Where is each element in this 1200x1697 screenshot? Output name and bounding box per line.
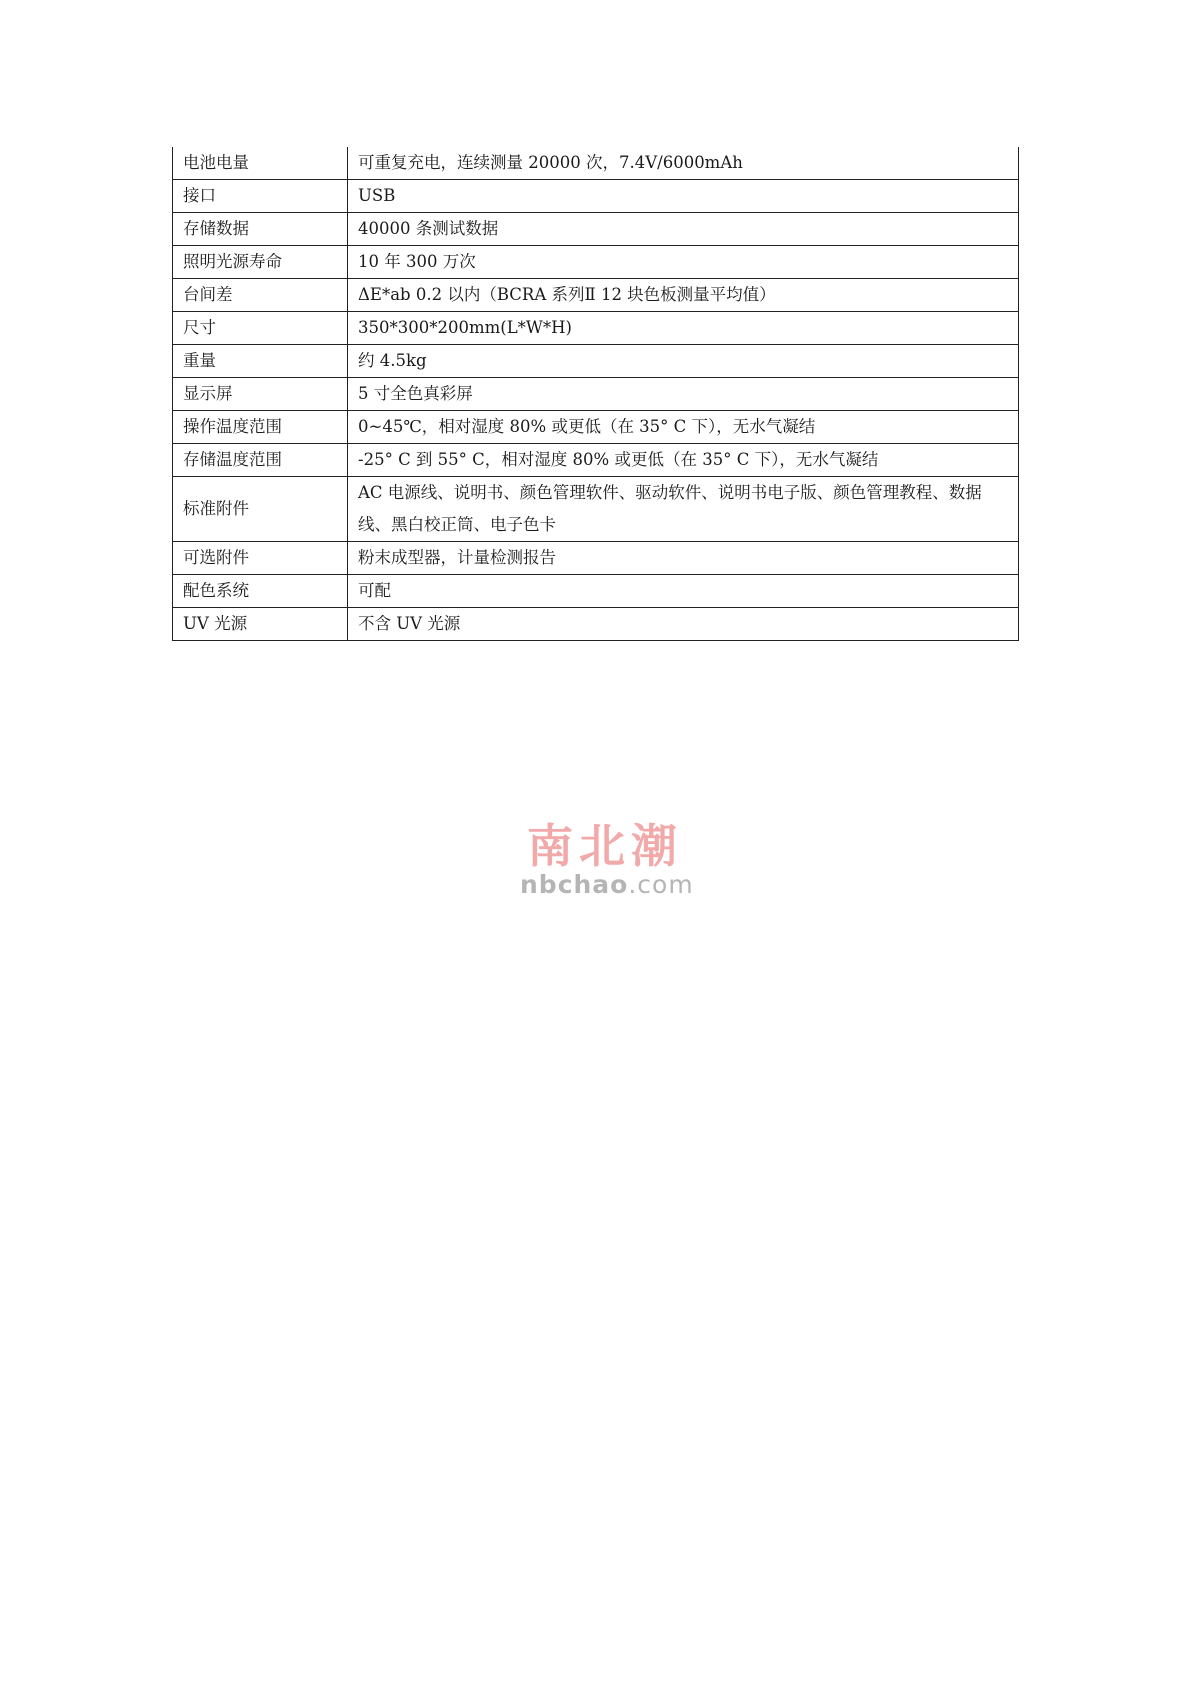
table-row [173, 444, 1019, 477]
table-row [173, 345, 1019, 378]
watermark-cn: 南北潮 [527, 819, 683, 873]
row-value: 可配 [348, 575, 1019, 608]
row-value: AC 电源线、说明书、颜色管理软件、驱动软件、说明书电子版、颜色管理教程、数据线、黑白校正筒、电子色卡 [348, 477, 1019, 542]
table-row [173, 213, 1019, 246]
row-value: 40000 条测试数据 [348, 213, 1019, 246]
spec-table [172, 147, 1019, 641]
row-value: 350*300*200mm(L*W*H) [348, 312, 1019, 345]
table-row [173, 477, 1019, 542]
row-key: 电池电量 [173, 147, 348, 180]
row-key: 台间差 [173, 279, 348, 312]
table-row [173, 312, 1019, 345]
row-value: 可重复充电，连续测量 20000 次，7.4V/6000mAh [348, 147, 1019, 180]
watermark-logo [520, 819, 694, 899]
table-row [173, 608, 1019, 641]
row-key: 可选附件 [173, 542, 348, 575]
row-value: USB [348, 180, 1019, 213]
row-value: -25° C 到 55° C，相对湿度 80% 或更低（在 35° C 下），无水气凝结 [348, 444, 1019, 477]
table-row [173, 542, 1019, 575]
watermark-en [520, 870, 694, 899]
table-row [173, 180, 1019, 213]
row-value: ΔE*ab 0.2 以内（BCRA 系列Ⅱ 12 块色板测量平均值） [348, 279, 1019, 312]
row-value: 不含 UV 光源 [348, 608, 1019, 641]
row-key: 存储数据 [173, 213, 348, 246]
table-row [173, 575, 1019, 608]
row-key: 操作温度范围 [173, 411, 348, 444]
row-value: 5 寸全色真彩屏 [348, 378, 1019, 411]
row-key: 存储温度范围 [173, 444, 348, 477]
table-row [173, 246, 1019, 279]
row-key: UV 光源 [173, 608, 348, 641]
watermark-en-suffix: .com [628, 870, 694, 899]
row-key: 显示屏 [173, 378, 348, 411]
row-value: 粉末成型器，计量检测报告 [348, 542, 1019, 575]
table-row [173, 378, 1019, 411]
table-row [173, 279, 1019, 312]
row-key: 标准附件 [173, 477, 348, 542]
row-value: 10 年 300 万次 [348, 246, 1019, 279]
row-key: 尺寸 [173, 312, 348, 345]
row-key: 接口 [173, 180, 348, 213]
watermark-en-main: nbchao [520, 870, 629, 899]
table-row [173, 147, 1019, 180]
row-value: 0~45℃，相对湿度 80% 或更低（在 35° C 下），无水气凝结 [348, 411, 1019, 444]
row-key: 照明光源寿命 [173, 246, 348, 279]
table-row [173, 411, 1019, 444]
row-key: 重量 [173, 345, 348, 378]
row-value: 约 4.5kg [348, 345, 1019, 378]
row-key: 配色系统 [173, 575, 348, 608]
